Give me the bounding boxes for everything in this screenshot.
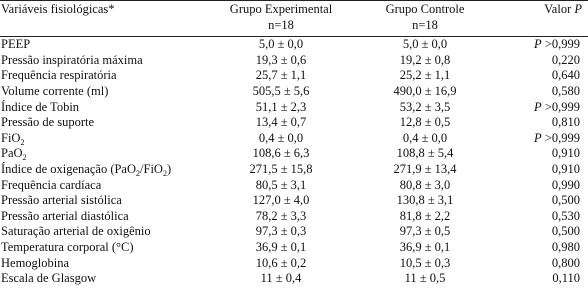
control-value: 25,2 ± 1,1	[399, 68, 451, 83]
header-empty	[0, 18, 210, 37]
row-label-text: PaO	[1, 146, 23, 161]
experimental-value: 25,7 ± 1,1	[255, 68, 307, 83]
control-value: 81,8 ± 2,2	[399, 208, 451, 223]
table-row	[0, 100, 588, 116]
experimental-value: 0,4 ± 0,0	[258, 130, 304, 145]
row-label	[0, 100, 210, 116]
table-row	[0, 240, 588, 256]
row-label-text: Volume corrente (ml)	[1, 83, 109, 98]
experimental-value: 80,5 ± 3,1	[255, 177, 307, 192]
p-value: P >0,999	[534, 37, 580, 52]
control-value: 11 ± 0,5	[404, 271, 446, 286]
p-value: 0,530	[551, 208, 580, 223]
experimental-value: 78,2 ± 3,3	[255, 208, 307, 223]
experimental-value: 10,6 ± 0,2	[255, 255, 307, 270]
table-row	[0, 131, 588, 147]
control-value: 97,3 ± 0,5	[399, 224, 451, 239]
table-row	[0, 53, 588, 69]
p-value: 0,220	[551, 52, 580, 67]
row-label	[0, 193, 210, 209]
row-label-subscript: 2	[136, 168, 141, 178]
table-row	[0, 115, 588, 131]
row-label	[0, 162, 210, 178]
control-value: 53,2 ± 3,5	[399, 99, 451, 114]
row-label-subscript: 2	[22, 153, 27, 163]
table-row	[0, 68, 588, 84]
experimental-value: 127,0 ± 4,0	[252, 193, 310, 208]
table-body	[0, 37, 588, 287]
row-label-text: Pressão arterial diastólica	[1, 208, 129, 223]
experimental-value: 5,0 ± 0,0	[258, 37, 304, 52]
control-value: 12,8 ± 0,5	[399, 115, 451, 130]
table-row	[0, 162, 588, 178]
row-label-text: Pressão arterial sistólica	[1, 193, 122, 208]
row-label-part: )	[166, 161, 172, 176]
experimental-value: 271,5 ± 15,8	[249, 161, 313, 176]
table-row	[0, 209, 588, 225]
row-label	[0, 271, 210, 287]
experimental-value: 108,6 ± 6,3	[252, 146, 310, 161]
row-label	[0, 240, 210, 256]
p-value: 0,640	[551, 68, 580, 83]
table-row	[0, 256, 588, 272]
p-value: 0,980	[551, 239, 580, 254]
table-row	[0, 193, 588, 209]
row-label	[0, 178, 210, 194]
p-value: 0,810	[551, 115, 580, 130]
row-label-text: FiO	[1, 130, 21, 145]
header-control-group: Grupo Controle	[385, 2, 465, 16]
control-value: 271,9 ± 13,4	[393, 161, 457, 176]
row-label-text: Frequência respiratória	[1, 68, 117, 83]
p-value: 0,500	[551, 193, 580, 208]
p-value: 0,500	[551, 224, 580, 239]
p-value: 0,990	[551, 177, 580, 192]
experimental-value: 19,3 ± 0,6	[255, 52, 307, 67]
control-value: 0,4 ± 0,0	[402, 130, 448, 145]
experimental-value: 36,9 ± 0,1	[255, 239, 307, 254]
header-pvalue	[498, 2, 588, 18]
control-value: 130,8 ± 3,1	[396, 193, 454, 208]
header-empty-p	[498, 18, 588, 37]
table-row	[0, 146, 588, 162]
row-label-subscript: 2	[162, 168, 167, 178]
row-label	[0, 115, 210, 131]
experimental-value: 97,3 ± 0,3	[255, 224, 307, 239]
control-value: 19,2 ± 0,8	[399, 52, 451, 67]
table-row	[0, 224, 588, 240]
table-row	[0, 37, 588, 53]
header-row-1	[0, 2, 588, 18]
header-pvalue-letter: P	[574, 2, 582, 16]
control-value: 5,0 ± 0,0	[402, 37, 448, 52]
p-value: 0,910	[551, 146, 580, 161]
control-value: 36,9 ± 0,1	[399, 239, 451, 254]
header-pvalue-prefix: Valor	[544, 2, 575, 16]
p-value: 0,580	[551, 83, 580, 98]
p-value: P >0,999	[534, 130, 580, 145]
row-label	[0, 68, 210, 84]
table-header	[0, 2, 588, 37]
row-label	[0, 131, 210, 147]
row-label	[0, 146, 210, 162]
table-row	[0, 271, 588, 287]
header-n-experimental: n=18	[268, 17, 294, 32]
experimental-value: 51,1 ± 2,3	[255, 99, 307, 114]
table-row	[0, 84, 588, 100]
header-experimental-group: Grupo Experimental	[229, 2, 333, 16]
row-label-part: Índice de oxigenação (PaO	[1, 161, 137, 176]
p-symbol: P	[534, 37, 542, 52]
row-label	[0, 53, 210, 69]
experimental-value: 11 ± 0,4	[260, 271, 302, 286]
p-value: 0,910	[551, 161, 580, 176]
p-symbol: P	[534, 130, 542, 145]
physiological-variables-table	[0, 2, 588, 287]
table-row	[0, 178, 588, 194]
row-label	[0, 224, 210, 240]
header-row-2	[0, 18, 588, 37]
control-value: 108,8 ± 5,4	[396, 146, 454, 161]
row-label-text: Pressão inspiratória máxima	[1, 52, 143, 67]
row-label-text: Pressão de suporte	[1, 115, 95, 130]
row-label-text: PEEP	[1, 37, 31, 52]
row-label	[0, 37, 210, 53]
control-value: 490,0 ± 16,9	[393, 83, 457, 98]
header-variables: Variáveis fisiológicas*	[1, 2, 115, 16]
p-value: 0,110	[552, 271, 580, 286]
top-rule	[0, 0, 588, 1]
header-n-control: n=18	[412, 17, 438, 32]
p-symbol: P	[534, 99, 542, 114]
row-label-text: Saturação arterial de oxigênio	[1, 224, 151, 239]
row-label-text: Índice de Tobin	[1, 99, 80, 114]
p-value: 0,800	[551, 255, 580, 270]
control-value: 10,5 ± 0,3	[399, 255, 451, 270]
experimental-value: 13,4 ± 0,7	[255, 115, 307, 130]
row-label-subscript: 2	[20, 137, 25, 147]
row-label	[0, 84, 210, 100]
row-label	[0, 209, 210, 225]
experimental-value: 505,5 ± 5,6	[252, 83, 310, 98]
row-label-part: /FiO	[140, 161, 163, 176]
row-label	[0, 256, 210, 272]
row-label-text: Escala de Glasgow	[1, 271, 97, 286]
row-label-text: Frequência cardíaca	[1, 177, 102, 192]
row-label-text: Temperatura corporal (°C)	[1, 239, 134, 254]
row-label-text: Hemoglobina	[1, 255, 70, 270]
p-value: P >0,999	[534, 99, 580, 114]
control-value: 80,8 ± 3,0	[399, 177, 451, 192]
